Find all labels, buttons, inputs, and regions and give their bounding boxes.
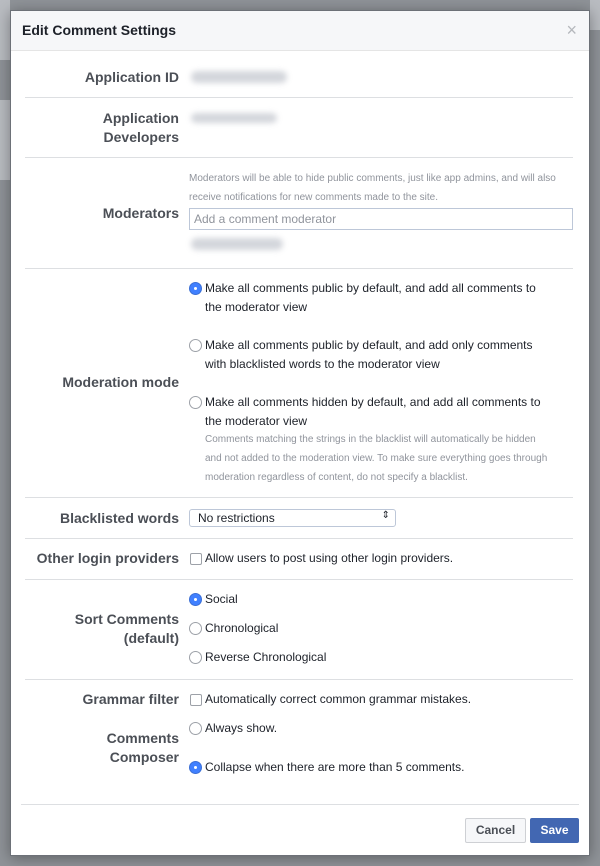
login-providers-option-label[interactable]: Allow users to post using other login providers. <box>205 551 454 565</box>
application-id-label: Application ID <box>84 69 179 85</box>
other-login-providers-label: Other login providers <box>36 550 179 566</box>
application-developers-label <box>11 109 179 147</box>
moderators-help-line1: Moderators will be able to hide public comments, just like app admins, and will also <box>189 173 556 184</box>
composer-collapse-radio[interactable] <box>189 761 202 774</box>
backdrop-fragment <box>0 0 10 60</box>
sort-comments-label-line2: (default) <box>123 630 179 646</box>
blacklisted-words-label: Blacklisted words <box>59 510 179 526</box>
add-moderator-input[interactable]: Add a comment moderator <box>189 208 573 230</box>
divider <box>25 157 573 158</box>
backdrop-fragment <box>590 0 600 30</box>
sort-reverse-chronological-radio[interactable] <box>189 651 202 664</box>
moderators-help-line2: receive notifications for new comments made to the site. <box>189 192 439 203</box>
application-developers-value <box>191 113 277 123</box>
login-providers-checkbox[interactable] <box>190 553 202 565</box>
divider <box>25 497 573 498</box>
cancel-button[interactable]: Cancel <box>465 818 526 843</box>
blacklist-select-value: No restrictions <box>198 511 275 525</box>
sort-option-reverse-chronological[interactable]: Reverse Chronological <box>205 650 327 664</box>
sort-social-radio[interactable] <box>189 593 202 606</box>
grammar-checkbox[interactable] <box>190 694 202 706</box>
moderation-option-radio-3[interactable] <box>189 396 202 409</box>
footer-divider <box>21 804 579 805</box>
moderation-option-radio-1[interactable] <box>189 282 202 295</box>
grammar-option-label[interactable]: Automatically correct common grammar mistakes. <box>205 692 472 706</box>
close-icon[interactable]: × <box>566 20 577 40</box>
moderation-option-1-line1[interactable]: Make all comments public by default, and add all comments to <box>205 281 536 295</box>
dialog-title: Edit Comment Settings <box>22 22 177 38</box>
backdrop-fragment <box>0 100 10 180</box>
composer-option-collapse[interactable]: Collapse when there are more than 5 comments. <box>205 760 465 774</box>
dialog-header <box>11 11 589 51</box>
divider <box>25 97 573 98</box>
moderation-help-line3: moderation regardless of content, do not specify a blacklist. <box>205 472 468 483</box>
application-id-value <box>191 71 287 83</box>
moderator-token <box>191 238 283 250</box>
moderation-help-line2: and not added to the moderation view. To make sure everything goes through <box>205 453 548 464</box>
moderation-option-2-line1[interactable]: Make all comments public by default, and add only comments <box>205 338 533 352</box>
moderation-mode-label: Moderation mode <box>62 374 179 390</box>
moderation-option-radio-2[interactable] <box>189 339 202 352</box>
comments-composer-label <box>11 729 179 767</box>
divider <box>25 268 573 269</box>
moderation-help-line1: Comments matching the strings in the blacklist will automatically be hidden <box>205 434 536 445</box>
sort-option-social[interactable]: Social <box>205 592 238 606</box>
grammar-filter-label: Grammar filter <box>82 691 179 707</box>
sort-comments-label <box>11 610 179 648</box>
application-developers-label-line2: Developers <box>103 129 179 145</box>
divider <box>25 538 573 539</box>
comments-composer-label-line2: Composer <box>109 749 179 765</box>
sort-option-chronological[interactable]: Chronological <box>205 621 279 635</box>
moderation-option-3-line1[interactable]: Make all comments hidden by default, and add all comments to <box>205 395 541 409</box>
moderation-option-2-line2[interactable]: with blacklisted words to the moderator view <box>205 357 440 371</box>
select-arrows-icon: ⇕ <box>381 510 390 521</box>
divider <box>25 579 573 580</box>
save-button[interactable]: Save <box>530 818 579 843</box>
moderation-option-1-line2[interactable]: the moderator view <box>205 300 308 314</box>
sort-comments-label-line1: Sort Comments <box>74 611 179 627</box>
sort-chronological-radio[interactable] <box>189 622 202 635</box>
divider <box>25 679 573 680</box>
composer-option-always-show[interactable]: Always show. <box>205 721 278 735</box>
application-developers-label-line1: Application <box>102 110 179 126</box>
edit-comment-settings-dialog <box>10 10 590 856</box>
comments-composer-label-line1: Comments <box>106 730 179 746</box>
moderators-label: Moderators <box>102 205 179 221</box>
composer-always-show-radio[interactable] <box>189 722 202 735</box>
moderation-option-3-line2[interactable]: the moderator view <box>205 414 308 428</box>
blacklist-select[interactable] <box>189 509 396 527</box>
